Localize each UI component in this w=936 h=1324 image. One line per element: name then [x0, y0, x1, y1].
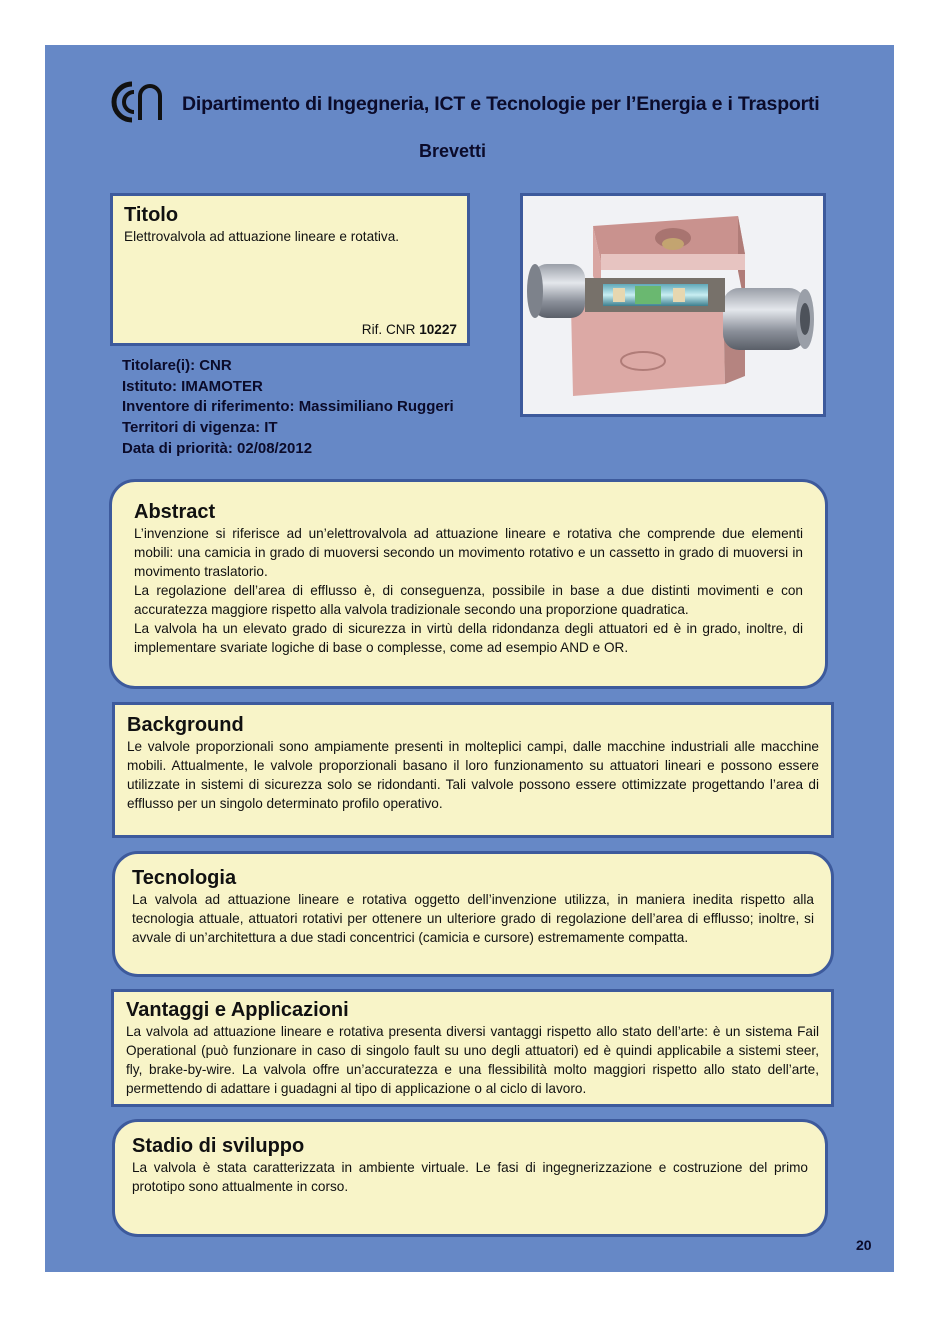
stadio-heading: Stadio di sviluppo [132, 1135, 305, 1157]
tecnologia-text: La valvola ad attuazione lineare e rotativa oggetto dell’invenzione utilizza, in maniera inedita rispetto alla tecnologia attuale, attuatori rotativi per ottenere un ulteriore grado di regolazione dell’area di efflusso; inoltre, si avvale di un’architettura a due stadi concentrici (camicia e cursore) estremamente compatta. [132, 892, 814, 945]
valve-cad-render-icon [523, 196, 823, 414]
titolo-heading: Titolo [124, 204, 179, 226]
titolo-box [110, 193, 470, 346]
stadio-box [112, 1119, 828, 1237]
istituto: Istituto: IMAMOTER [122, 377, 263, 395]
abstract-paragraph: La regolazione dell’area di efflusso è, di conseguenza, possibile in base a due distinti movimenti e con accuratezza maggiore rispetto alla valvola tradizionale secondo una proporzione quadratica. [134, 583, 803, 617]
territori: Territori di vigenza: IT [122, 419, 278, 437]
cnr-logo-icon [110, 80, 164, 124]
department-title: Dipartimento di Ingegneria, ICT e Tecnologie per l’Energia e i Trasporti [182, 93, 820, 115]
rif-number: 10227 [419, 322, 457, 337]
inventore: Inventore di riferimento: Massimiliano Ruggeri [122, 398, 454, 416]
page-number: 20 [856, 1237, 872, 1253]
abstract-paragraph: La valvola ha un elevato grado di sicurezza in virtù della ridondanza degli attuatori ed è in grado, inoltre, di implementare svariate logiche di base o complesse, come ad esempio AND e OR. [134, 621, 803, 655]
vantaggi-box [111, 989, 834, 1107]
abstract-box [109, 479, 828, 689]
data-priorita: Data di priorità: 02/08/2012 [122, 439, 313, 457]
vantaggi-heading: Vantaggi e Applicazioni [126, 999, 349, 1021]
section-title: Brevetti [419, 141, 487, 161]
rif-label: Rif. CNR [361, 322, 416, 337]
patent-metadata [122, 356, 454, 460]
abstract-heading: Abstract [134, 501, 216, 523]
titolare: Titolare(i): CNR [122, 357, 232, 374]
background-box [112, 702, 834, 838]
stadio-text: La valvola è stata caratterizzata in ambiente virtuale. Le fasi di ingegnerizzazione e costruzione del primo prototipo sono attualmente in corso. [132, 1160, 808, 1194]
background-text: Le valvole proporzionali sono ampiamente presenti in molteplici campi, dalle macchine industriali alle macchine mobili. Attualmente, le valvole proporzionali basano il loro funzionamento su attuatori lineari e possono essere utilizzate in sistemi di sicurezza solo se ridondanti. Tali valvole possono essere ottimizzate progettando l’area di efflusso per un singolo determinato profilo operativo. [127, 739, 819, 811]
rif-cnr [362, 322, 457, 337]
titolo-text: Elettrovalvola ad attuazione lineare e rotativa. [124, 229, 400, 244]
tecnologia-heading: Tecnologia [132, 867, 237, 889]
tecnologia-box [112, 851, 834, 977]
abstract-paragraph: L’invenzione si riferisce ad un’elettrovalvola ad attuazione lineare e rotativa che comprende due elementi mobili: una camicia in grado di muoversi secondo un movimento rotativo e un cassetto in grado di muoversi in movimento traslatorio. [134, 526, 803, 579]
background-heading: Background [127, 714, 244, 736]
vantaggi-text: La valvola ad attuazione lineare e rotativa presenta diversi vantaggi rispetto allo stato dell’arte: è un sistema Fail Operational (può funzionare in caso di singolo fault su uno degli attuatori) ed è quindi applicabile a sistemi steer, fly, brake-by-wire. La valvola offre un’accuratezza e una flessibilità molto maggiori rispetto allo stato dell’arte, permettendo di adattare i guadagni al tipo di applicazione o al ciclo di lavoro. [126, 1024, 819, 1096]
valve-image [520, 193, 826, 417]
